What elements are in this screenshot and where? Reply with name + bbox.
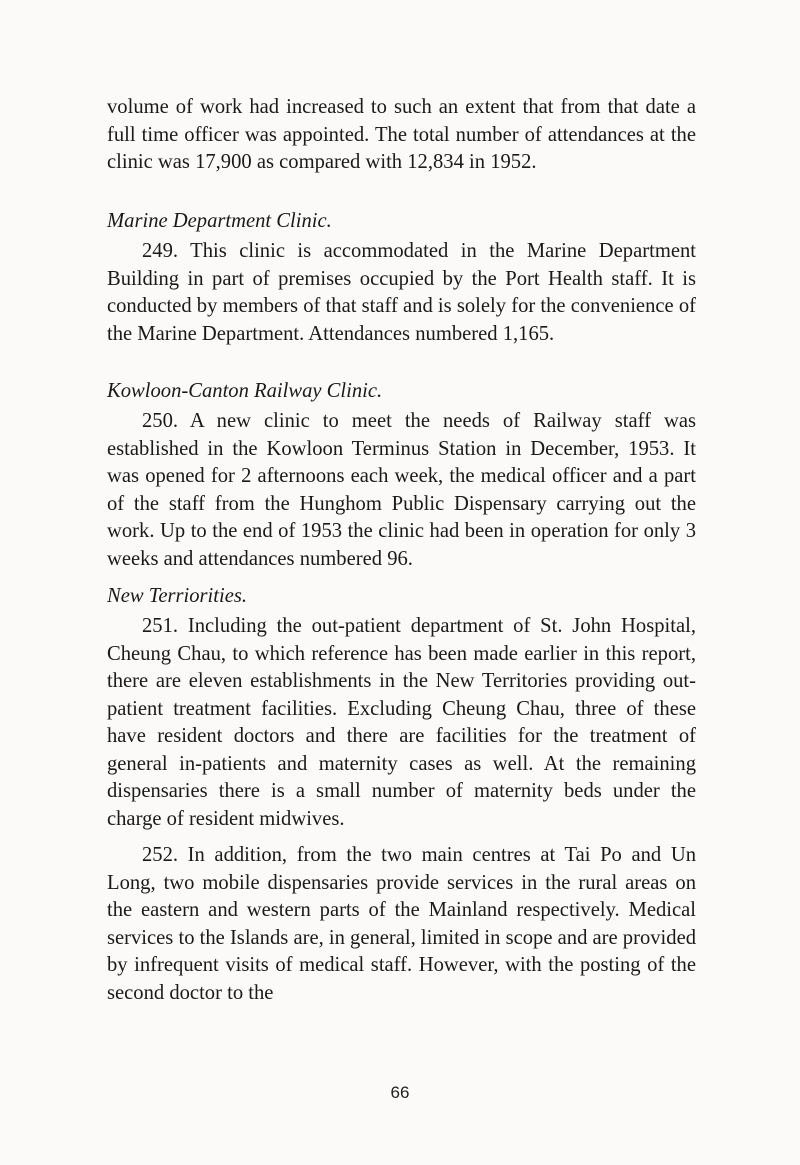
section-heading-marine: Marine Department Clinic. bbox=[107, 210, 332, 232]
section-heading-railway: Kowloon-Canton Railway Clinic. bbox=[107, 380, 383, 402]
continuation-paragraph: volume of work had increased to such an extent that from that date a full time officer was appointed. The total number of attendances at the clinic was 17,900 as compared with 12,834 in 1952. bbox=[107, 96, 696, 173]
paragraph-252: 252. In addition, from the two main centres at Tai Po and Un Long, two mobile dispensaries provide services in the rural areas on the eastern and western parts of the Mainland respectively. Medical services to the Islands are, in general, limited in scope and are provided by infrequent visits of medical staff. However, with the posting of the second doctor to the bbox=[107, 844, 697, 1004]
section-heading-new-territories: New Terriorities. bbox=[107, 585, 247, 607]
page-number: 66 bbox=[390, 1083, 410, 1102]
paragraph-249: 249. This clinic is accommodated in the Marine Department Building in part of premises occupied by the Port Health staff. It is conducted by members of that staff and is solely for the convenience of the Marine Department. Attendances numbered 1,165. bbox=[107, 240, 696, 345]
paragraph-251: 251. Including the out-patient department of St. John Hospital, Cheung Chau, to which reference has been made earlier in this report, there are eleven establishments in the New Territories providing out-patient treatment facilities. Excluding Cheung Chau, three of these have resident doctors and there are facilities for the treatment of general in-patients and maternity cases as well. At the remaining dispensaries there is a small number of maternity beds under the charge of resident midwives. bbox=[107, 615, 696, 830]
paragraph-250: 250. A new clinic to meet the needs of Railway staff was established in the Kowloon Terminus Station in December, 1953. It was opened for 2 afternoons each week, the medical officer and a part of the staff from the Hunghom Public Dispensary carrying out the work. Up to the end of 1953 the clinic had been in operation for only 3 weeks and attendances numbered 96. bbox=[107, 410, 696, 570]
